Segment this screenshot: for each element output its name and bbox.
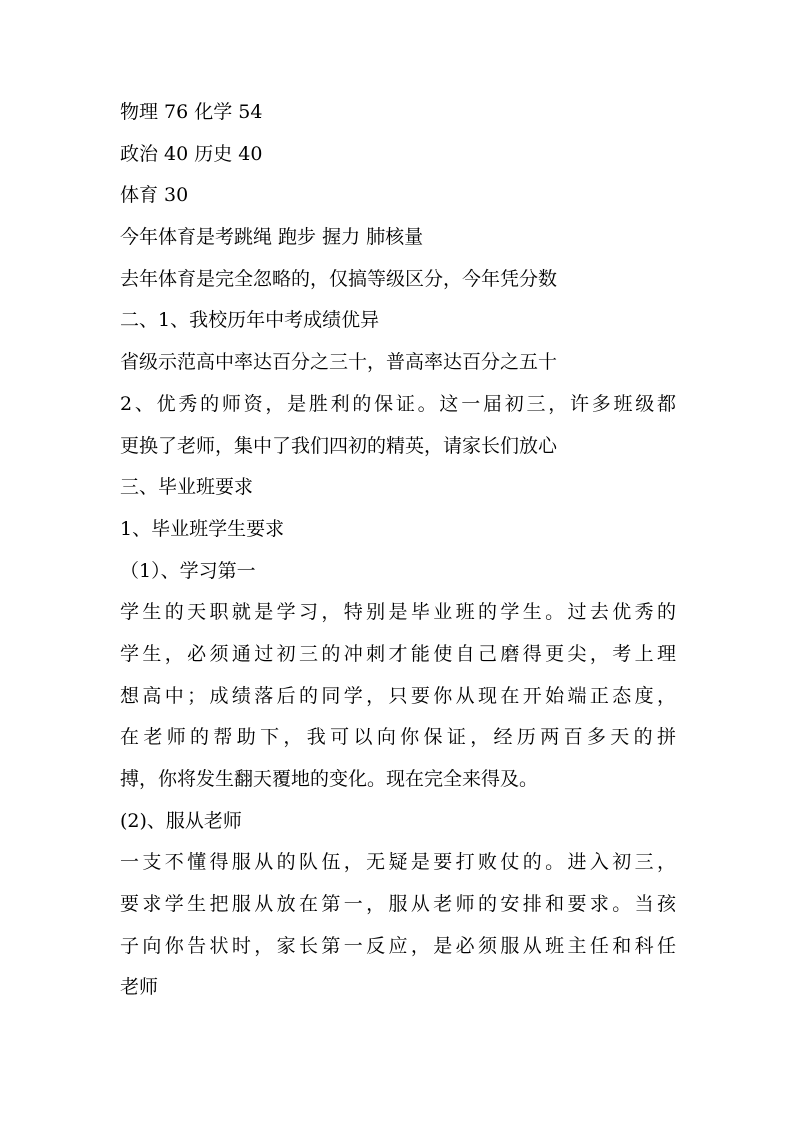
study-paragraph-line-5: 搏，你将发生翻天覆地的变化。现在完全来得及。: [120, 768, 539, 790]
teachers-paragraph-line-2: 更换了老师，集中了我们四初的精英，请家长们放心: [120, 434, 558, 457]
document-body: [120, 92, 676, 1009]
study-paragraph-line-4: 在老师的帮助下，我可以向你保证，经历两百多天的拼: [120, 726, 676, 749]
score-line-physics-chemistry: 物理 76 化学 54: [120, 101, 263, 123]
score-line-pe: 体育 30: [120, 184, 189, 207]
subheading-study-first: （1）、学习第一: [120, 559, 256, 582]
pe-test-items-line: 今年体育是考跳绳 跑步 握力 肺核量: [120, 226, 424, 249]
subheading-obey-teachers: (2)、服从老师: [120, 809, 242, 832]
subheading-student-requirements: 1、毕业班学生要求: [120, 517, 285, 540]
section-heading-2-1: 二、1、我校历年中考成绩优异: [120, 309, 380, 332]
obey-paragraph-line-2: 要求学生把服从放在第一，服从老师的安排和要求。当孩: [120, 893, 676, 916]
obey-paragraph-line-1: 一支不懂得服从的队伍，无疑是要打败仗的。进入初三，: [120, 851, 676, 874]
section-heading-3: 三、毕业班要求: [120, 476, 254, 499]
teachers-paragraph-line-1: 2、优秀的师资，是胜利的保证。这一届初三，许多班级都: [120, 392, 676, 415]
obey-paragraph-line-3: 子向你告状时，家长第一反应，是必须服从班主任和科任: [120, 934, 676, 957]
score-line-politics-history: 政治 40 历史 40: [120, 142, 263, 165]
obey-paragraph-line-4: 老师: [120, 976, 159, 999]
study-paragraph-line-3: 想高中；成绩落后的同学，只要你从现在开始端正态度，: [120, 684, 676, 707]
study-paragraph-line-1: 学生的天职就是学习，特别是毕业班的学生。过去优秀的: [120, 601, 676, 624]
study-paragraph-line-2: 学生，必须通过初三的冲刺才能使自己磨得更尖，考上理: [120, 642, 676, 665]
enrollment-rate-line: 省级示范高中率达百分之三十，普高率达百分之五十: [120, 351, 558, 374]
pe-grading-line: 去年体育是完全忽略的，仅搞等级区分，今年凭分数: [120, 267, 558, 290]
